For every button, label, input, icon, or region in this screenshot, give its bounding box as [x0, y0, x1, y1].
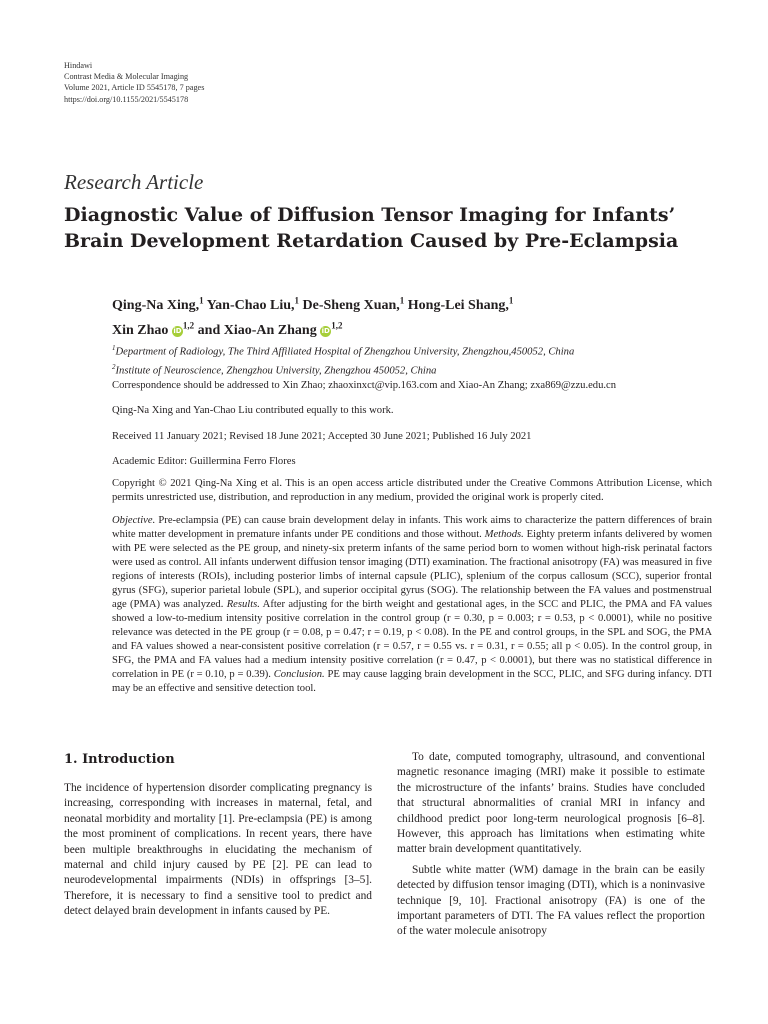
- abstract: Objective. Pre-eclampsia (PE) can cause brain development delay in infants. This work aims to characterize the pattern differences of brain white matter development in premature infants under PE conditions and those without. Methods. Eighty preterm infants delivered by women with PE were selected as the PE group, and ninety-six preterm infants of the same period born to women without high-risk perinatal factors were used as control. All infants underwent diffusion tensor imaging (DTI) examination. The fractional anisotropy (FA) was measured in five regions of interests (ROIs), including posterior limbs of internal capsule (PLIC), splenium of the corpus callosum (SCC), superior frontal gyrus (SFG), superior parietal lobule (SPL), and superior occipital gyrus (SOG). The relationship between the FA values and postmenstrual age (PMA) was analyzed. Results. After adjusting for the birth weight and gestational ages, in the SCC and PLIC, the PMA and FA values showed a low-to-medium intensity positive correlation in the control group (r = 0.30, p = 0.003; r = 0.53, p < 0.0001), while no positive relevance was detected in the PE group (r = 0.08, p = 0.47; r = 0.19, p < 0.08). In the PE and control groups, in the SPL and SOG, the PMA and FA values showed a near-consistent positive correlation (r = 0.57, r = 0.55 vs. r = 0.31, r = 0.55; all p < 0.05). In the control group, in SFG, the PMA and FA values had a medium intensity positive correlation (r = 0.47, p < 0.0001), but there was no statistical difference in correlation in PE (r = 0.10, p = 0.39). Conclusion. PE may cause lagging brain development in the SCC, PLIC, and SFG during infancy. DTI may be an effective and sensitive detection tool.: [112, 515, 712, 694]
- article-dates: Received 11 January 2021; Revised 18 June 2021; Accepted 30 June 2021; Published 16 July 2021: [112, 431, 532, 442]
- author: Yan-Chao Liu,$^1$: [206, 295, 300, 313]
- equal-contribution-note: Qing-Na Xing and Yan-Chao Liu contributed equally to this work.: [112, 405, 394, 416]
- author: Xin Zhao iD$^{1,2}$: [112, 320, 195, 339]
- journal-name: Contrast Media & Molecular Imaging: [64, 72, 189, 82]
- objective-label: Objective.: [112, 515, 156, 526]
- orcid-icon[interactable]: iD: [173, 327, 182, 336]
- author: Hong-Lei Shang,$^1$: [407, 295, 514, 313]
- author: De-Sheng Xuan,$^1$: [302, 295, 405, 313]
- author-list: [112, 290, 712, 341]
- paragraph: Subtle white matter (WM) damage in the brain can be easily detected by diffusion tensor imaging (DTI), which is a noninvasive technique [9, 10]. Fractional anisotropy (FA) is one of the important parameters of DTI. The FA values reflect the proportion of the water molecule anisotropy: [397, 863, 705, 938]
- publisher-name: Hindawi: [64, 61, 93, 70]
- affiliation: $^2$Institute of Neuroscience, Zhengzhou University, Zhengzhou 450052, China: [112, 362, 437, 377]
- paragraph: The incidence of hypertension disorder complicating pregnancy is increasing, corresponding with increases in maternal, fetal, and neonatal morbidity and mortality [1]. Pre-eclampsia (PE) is among the most prominent of complications. In recent years, there have been multiple breakthroughs in elucidating the mechanism of maternal and child injury caused by PE [2]. PE can lead to neurodevelopmental impairments (NDIs) in offsprings [3–5]. Therefore, it is necessary to find a sensitive tool to predict and detect delayed brain development in infants caused by PE.: [64, 782, 372, 918]
- author: and Xiao-An Zhang iD$^{1,2}$: [197, 320, 343, 339]
- conclusion-label: Conclusion.: [273, 669, 325, 680]
- paragraph: To date, computed tomography, ultrasound, and conventional magnetic resonance imaging (MRI) make it possible to estimate the microstructure of the infants’ brains. Studies have concluded that structural abnormalities of cranial MRI in infancy and childhood predict poor long-term neurological prognosis [6–8]. However, this approach has limitations when estimating white matter brain development quantitatively.: [397, 751, 705, 856]
- journal-header: [64, 60, 204, 105]
- left-column: [64, 781, 372, 925]
- copyright-notice: Copyright © 2021 Qing-Na Xing et al. This is an open access article distributed under the Creative Commons Attribution License, which permits unrestricted use, distribution, and reproduction in any medium, provided the original work is properly cited.: [112, 478, 712, 503]
- article-title: Diagnostic Value of Diffusion Tensor Imaging for Infants’ Brain Development Retardation Caused by Pre-Eclampsia: [64, 204, 679, 252]
- academic-editor: Academic Editor: Guillermina Ferro Flores: [112, 456, 296, 467]
- article-type: Research Article: [64, 170, 204, 194]
- author: Qing-Na Xing,$^1$: [112, 295, 204, 313]
- methods-label: Methods.: [484, 529, 524, 540]
- affiliation: $^1$Department of Radiology, The Third Affiliated Hospital of Zhengzhou University, Zhengzhou,450052, China: [112, 344, 575, 358]
- orcid-icon[interactable]: iD: [321, 327, 330, 336]
- affiliations: [112, 341, 712, 378]
- doi-link[interactable]: https://doi.org/10.1155/2021/5545178: [64, 94, 189, 104]
- correspondence: Correspondence should be addressed to Xin Zhao; zhaoxinxct@vip.163.com and Xiao-An Zhang; zxa869@zzu.edu.cn: [112, 380, 617, 391]
- right-column: [397, 750, 705, 945]
- results-label: Results.: [226, 599, 260, 610]
- section-heading: 1. Introduction: [64, 752, 175, 767]
- volume-info: Volume 2021, Article ID 5545178, 7 pages: [64, 83, 205, 93]
